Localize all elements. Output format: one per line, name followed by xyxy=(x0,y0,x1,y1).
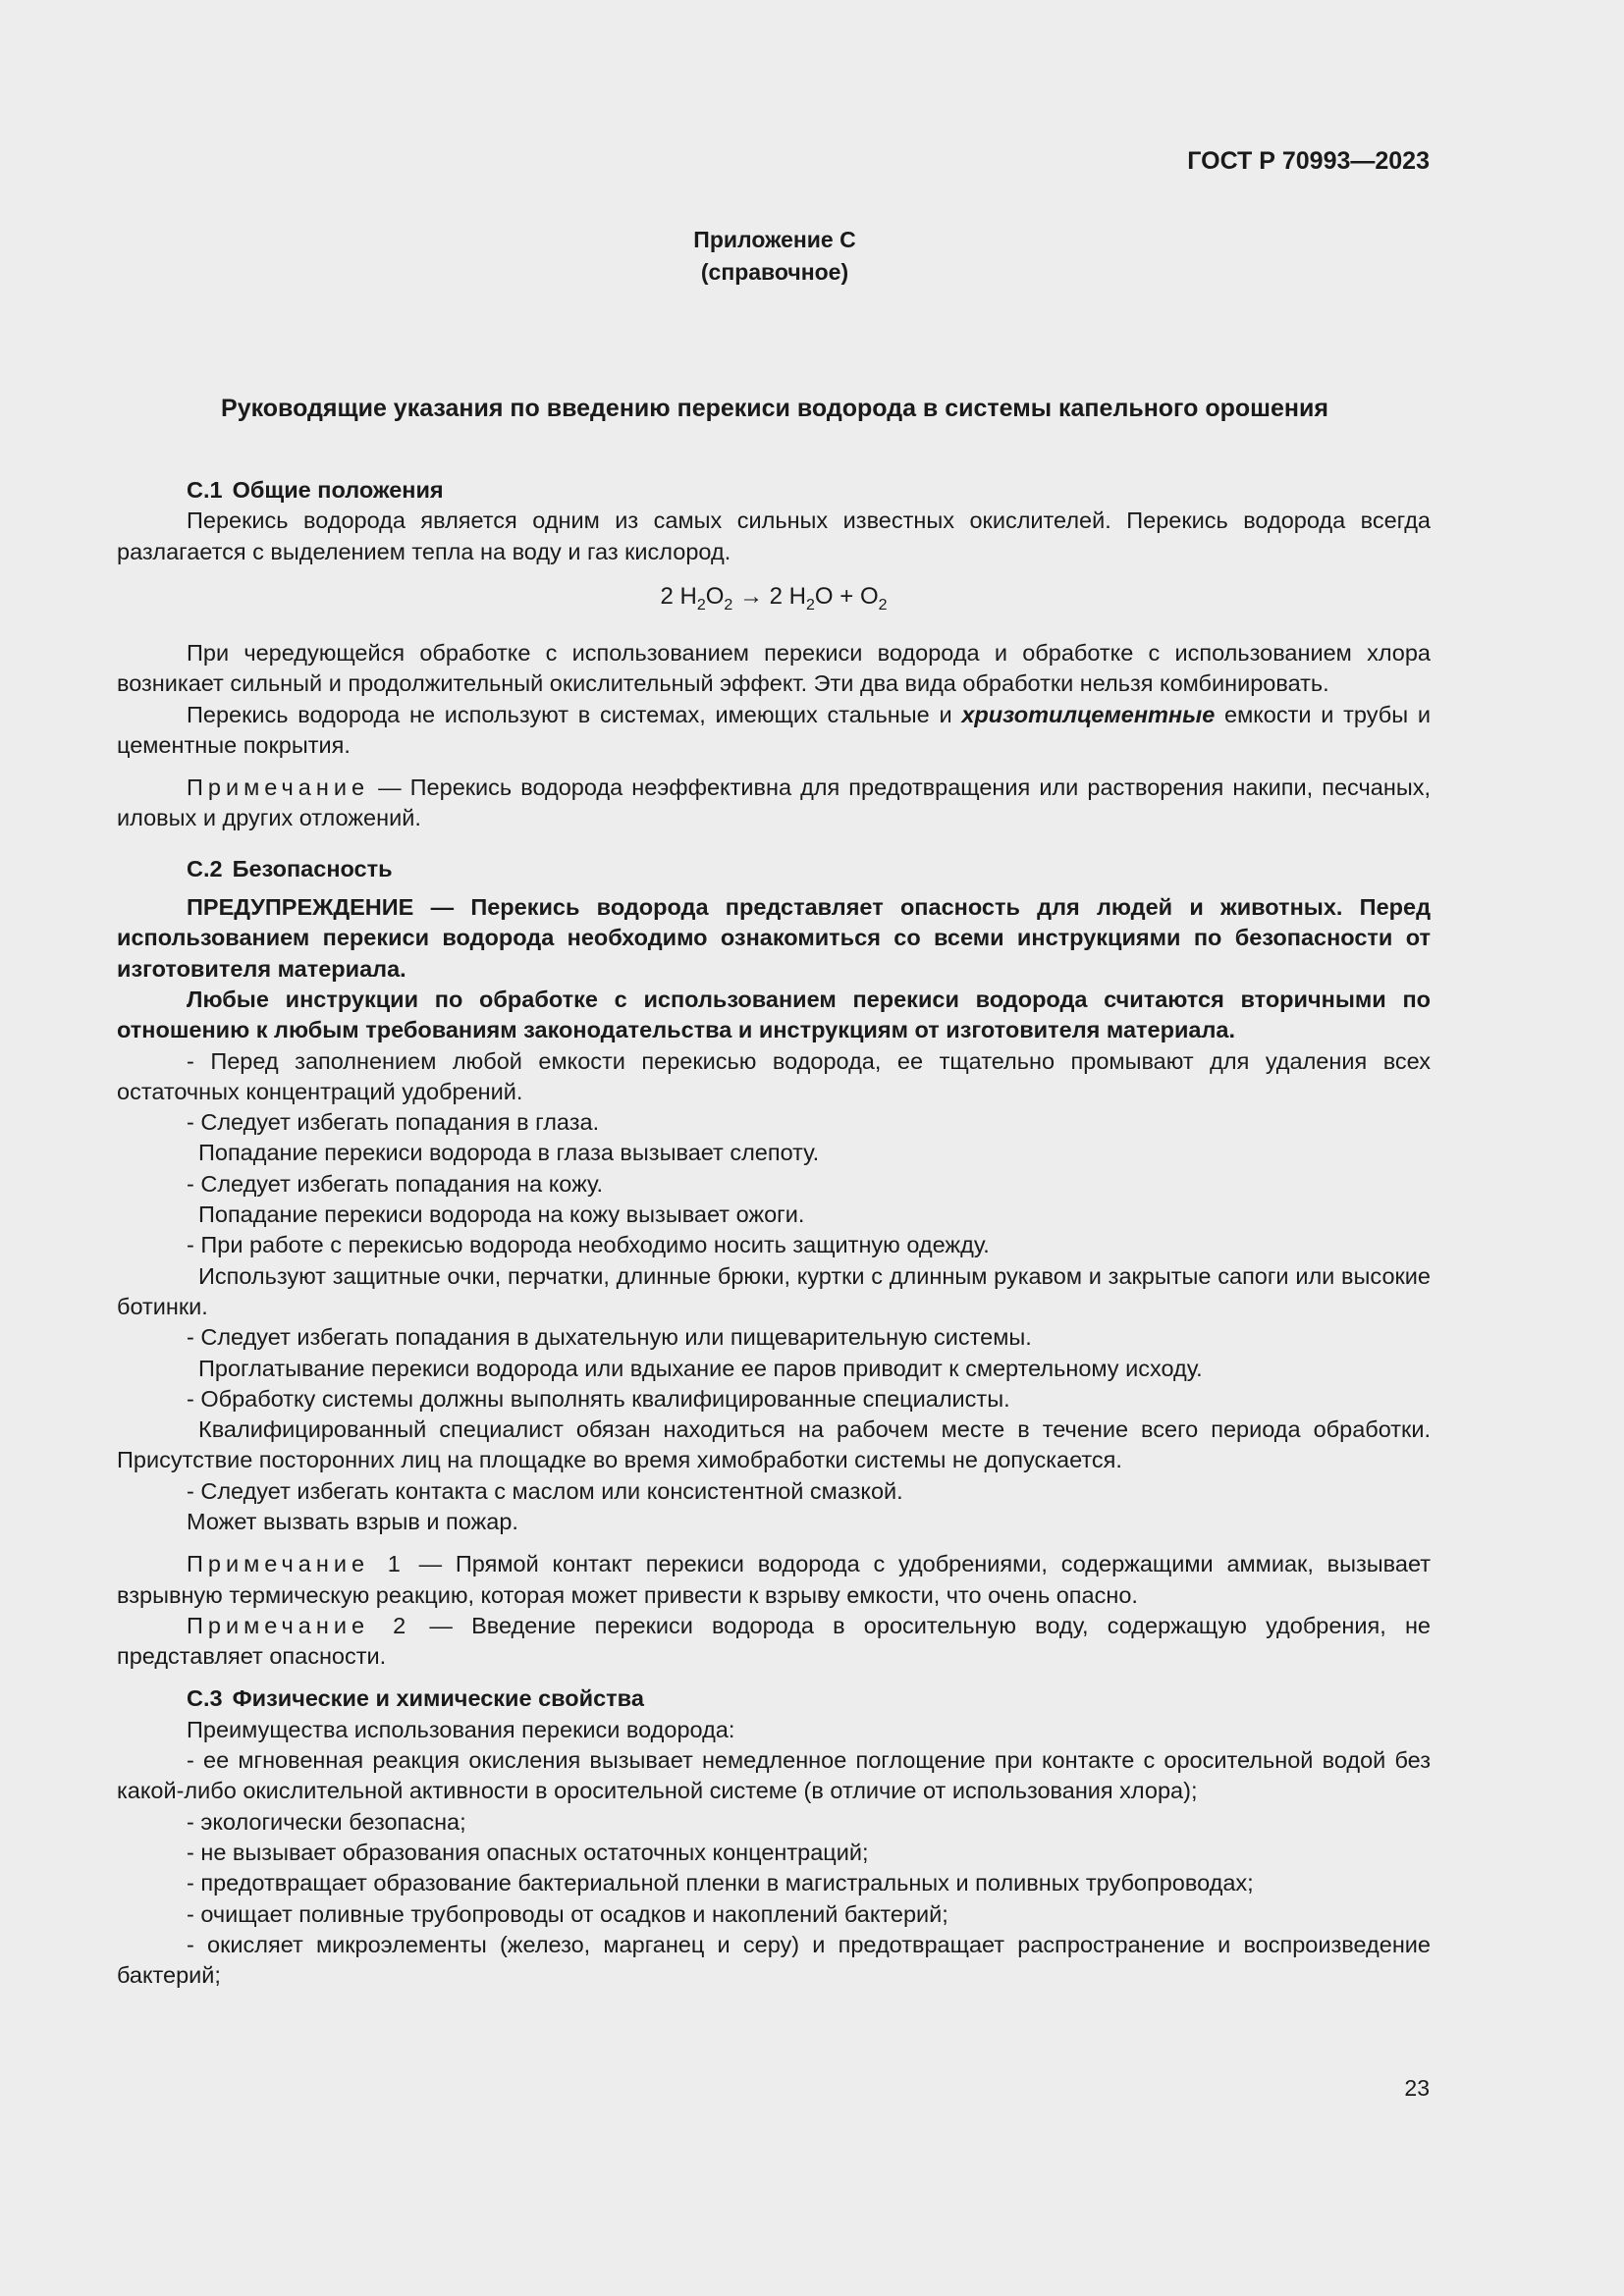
paragraph: При чередующейся обработке с использованием перекиси водорода и обработке с использованием хлора возникает сильный и продолжительный окислительный эффект. Эти два вида обработки нельзя комбинировать. xyxy=(117,639,1431,697)
emphasized-term: хризотилцементные xyxy=(961,701,1216,727)
list-item: - Перед заполнением любой емкости перекисью водорода, ее тщательно промывают для удаления всех остаточных концентраций удобрений. xyxy=(117,1047,1431,1104)
list-item: - При работе с перекисью водорода необходимо носить защитную одежду. xyxy=(187,1232,990,1258)
note: Примечание — Перекись водорода неэффективна для предотвращения или растворения накипи, песчаных, иловых и других отложений. xyxy=(117,774,1431,831)
list-item: - Следует избегать контакта с маслом или консистентной смазкой. xyxy=(187,1477,903,1504)
list-item: - ее мгновенная реакция окисления вызывает немедленное поглощение при контакте с оросительной водой без какой-либо окислительной активности в оросительной системе (в отличие от использования хлора); xyxy=(117,1747,1431,1804)
list-item: - Следует избегать попадания на кожу. xyxy=(187,1170,603,1197)
list-item-detail: Квалифицированный специалист обязан находиться на рабочем месте в течение всего периода обработки. Присутствие посторонних лиц на площадке во время химобработки системы не допускается. xyxy=(117,1416,1431,1473)
section-title: Общие положения xyxy=(232,477,444,503)
main-title: Руководящие указания по введению перекиси водорода в системы капельного орошения xyxy=(221,395,1328,422)
list-item: - Следует избегать попадания в глаза. xyxy=(187,1109,600,1136)
paragraph: Перекись водорода не используют в системах, имеющих стальные и хризотилцементные емкости и трубы и цементные покрытия. xyxy=(117,701,1431,758)
appendix-subtitle: (справочное) xyxy=(700,259,849,285)
page-number: 23 xyxy=(1404,2075,1430,2101)
section-heading-c1 xyxy=(117,475,1431,506)
list-item: - экологически безопасна; xyxy=(187,1808,466,1835)
list-item: - окисляет микроэлементы (железо, марганец и серу) и предотвращает распространение и воспроизведение бактерий; xyxy=(117,1931,1431,1989)
section-heading-c2 xyxy=(117,854,1431,884)
list-item: - Обработку системы должны выполнять квалифицированные специалисты. xyxy=(187,1385,1010,1412)
document-body xyxy=(117,475,1431,1991)
paragraph: Перекись водорода является одним из самых сильных известных окислителей. Перекись водорода всегда разлагается с выделением тепла на воду и газ кислород. xyxy=(117,507,1431,564)
warning-paragraph: ПРЕДУПРЕЖДЕНИЕ — Перекись водорода представляет опасность для людей и животных. Перед использованием перекиси водорода необходимо ознакомиться со всеми инструкциями по безопасности от изготовителя материала. xyxy=(117,894,1431,982)
list-item-detail: Проглатывание перекиси водорода или вдыхание ее паров приводит к смертельному исходу. xyxy=(198,1355,1203,1381)
list-item-detail: Попадание перекиси водорода в глаза вызывает слепоту. xyxy=(198,1140,820,1166)
note-label: Примечание xyxy=(187,774,370,801)
standard-code: ГОСТ Р 70993—2023 xyxy=(1187,147,1430,175)
list-item: - очищает поливные трубопроводы от осадков и накоплений бактерий; xyxy=(187,1900,948,1927)
chemical-formula: 2 $H_2O_2 \to 2$ $H_2O + O_2$ xyxy=(660,582,888,614)
section-heading-c3 xyxy=(117,1683,1431,1714)
list-item: - предотвращает образование бактериальной пленки в магистральных и поливных трубопроводах; xyxy=(187,1870,1254,1896)
note-label: Примечание 2 xyxy=(187,1612,411,1638)
list-item-detail: Может вызвать взрыв и пожар. xyxy=(187,1509,518,1534)
note: Примечание 1 — Прямой контакт перекиси водорода с удобрениями, содержащими аммиак, вызывает взрывную термическую реакцию, которая может привести к взрыву емкости, что очень опасно. xyxy=(117,1551,1431,1608)
list-item: - Следует избегать попадания в дыхательную или пищеварительную системы. xyxy=(187,1324,1032,1351)
warning-paragraph: Любые инструкции по обработке с использованием перекиси водорода считаются вторичными по отношению к любым требованиям законодательства и инструкциям от изготовителя материала. xyxy=(117,986,1431,1043)
list-item-detail: Попадание перекиси водорода на кожу вызывает ожоги. xyxy=(198,1201,805,1228)
section-number: С.3 xyxy=(187,1685,223,1712)
section-title: Физические и химические свойства xyxy=(232,1685,644,1712)
list-item: - не вызывает образования опасных остаточных концентраций; xyxy=(187,1839,869,1865)
section-number: С.2 xyxy=(187,855,223,881)
appendix-heading xyxy=(0,224,1549,289)
note-label: Примечание 1 xyxy=(187,1551,406,1577)
note: Примечание 2 — Введение перекиси водорода в оросительную воду, содержащую удобрения, не представляет опасности. xyxy=(117,1612,1431,1670)
appendix-title: Приложение С xyxy=(693,227,856,252)
section-number: С.1 xyxy=(187,477,223,503)
list-item-detail: Используют защитные очки, перчатки, длинные брюки, куртки с длинным рукавом и закрытые сапоги или высокие ботинки. xyxy=(117,1262,1431,1319)
paragraph: Преимущества использования перекиси водорода: xyxy=(187,1716,735,1742)
section-title: Безопасность xyxy=(232,855,393,881)
